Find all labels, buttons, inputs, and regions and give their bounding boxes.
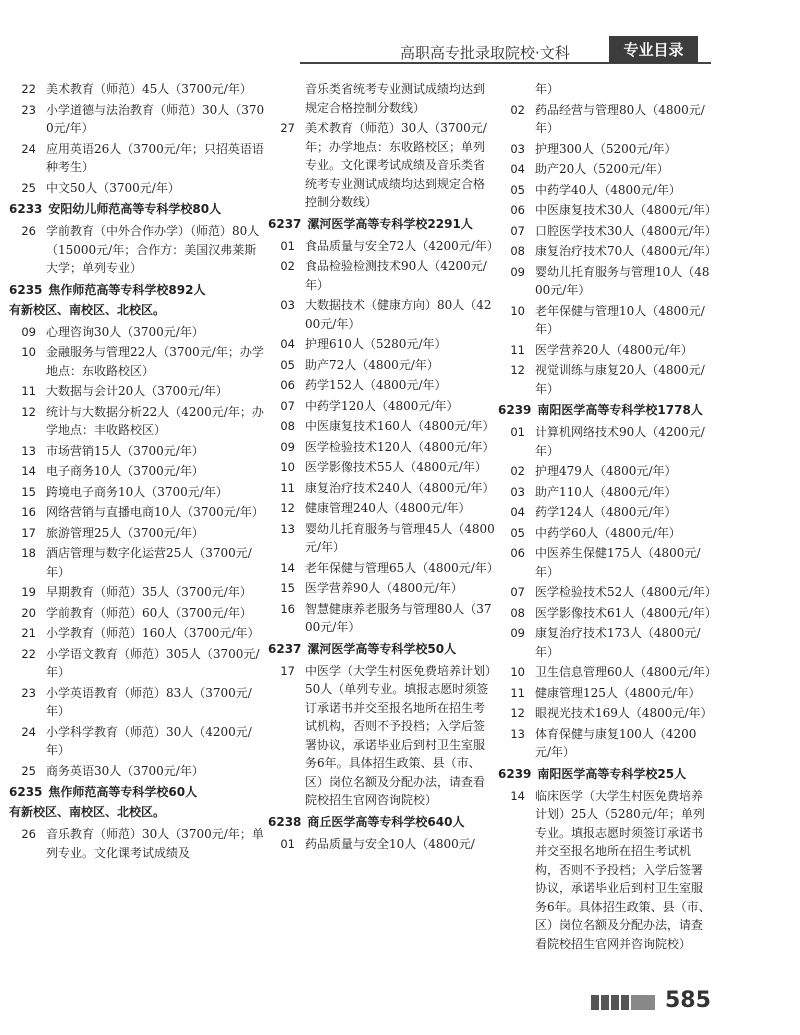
major-entry (268, 458, 496, 477)
school-code: 6239 (498, 766, 532, 781)
major-text: 音乐教育（师范）30人（3700元/年；单列专业。文化课考试成绩及 (46, 827, 264, 860)
major-number: 21 (21, 626, 36, 640)
major-text: 大数据与会计20人（3700元/年） (46, 384, 228, 398)
section-title: 高职高专批录取院校·文科 (400, 44, 570, 62)
school-code: 6233 (9, 202, 43, 216)
major-entry (498, 201, 717, 220)
major-number: 27 (280, 121, 295, 135)
major-entry (498, 583, 717, 602)
major-number: 12 (510, 363, 525, 377)
major-number: 13 (280, 521, 295, 536)
major-text: 医学影像技术55人（4800元/年） (305, 460, 487, 474)
major-text: 老年保健与管理10人（4800元/年） (535, 303, 705, 336)
major-text: 年） (535, 82, 560, 96)
major-text: 医学影像技术61人（4800元/年） (535, 605, 717, 620)
major-entry (268, 257, 496, 294)
major-number: 12 (280, 501, 295, 515)
major-number: 01 (280, 238, 295, 253)
major-text: 计算机网络技术90人（4200元/年） (535, 425, 705, 458)
column-middle (268, 80, 499, 855)
major-entry (9, 483, 265, 502)
major-entry (268, 479, 496, 498)
school-name: 南阳医学高等专科学校1778人 (537, 403, 703, 417)
major-number: 13 (21, 443, 36, 458)
major-text: 卫生信息管理60人（4800元/年） (535, 665, 717, 679)
major-entry (268, 559, 499, 578)
major-text: 康复治疗技术240人（4800元/年） (305, 480, 495, 495)
school-heading (268, 214, 496, 234)
major-text: 医学检验技术120人（4800元/年） (305, 439, 495, 454)
footer-bar (611, 995, 619, 1010)
major-text: 婴幼儿托育服务与管理45人（4800元/年） (305, 521, 495, 554)
major-entry (498, 361, 712, 398)
major-entry (268, 80, 496, 117)
major-text: 小学道德与法治教育（师范）30人（3700元/年） (46, 102, 265, 135)
major-entry (268, 600, 496, 637)
major-text: 商务英语30人（3700元/年） (46, 763, 204, 778)
major-entry (498, 704, 712, 723)
major-text: 大数据技术（健康方向）80人（4200元/年） (305, 298, 492, 331)
school-heading (9, 280, 265, 300)
major-number: 07 (510, 223, 525, 238)
major-entry (268, 438, 496, 457)
major-entry (498, 140, 712, 159)
major-text: 中文50人（3700元/年） (46, 180, 180, 195)
school-heading (498, 400, 712, 420)
major-entry (498, 181, 712, 200)
major-entry (9, 222, 265, 278)
major-text: 药品质量与安全10人（4800元/ (305, 836, 475, 851)
major-number: 14 (510, 788, 525, 803)
major-number: 01 (510, 425, 525, 439)
major-number: 03 (510, 141, 525, 156)
major-text: 康复治疗技术173人（4800元/年） (535, 626, 701, 659)
major-number: 08 (510, 605, 525, 620)
major-entry (498, 423, 712, 460)
major-number: 07 (510, 585, 525, 599)
major-entry (498, 302, 712, 339)
major-number: 04 (280, 337, 295, 351)
school-name: 漯河医学高等专科学校2291人 (307, 216, 473, 231)
major-number: 09 (510, 264, 525, 279)
school-heading (9, 782, 265, 802)
major-number: 11 (510, 685, 525, 700)
major-entry (9, 604, 265, 623)
major-number: 05 (510, 525, 525, 540)
major-text: 早期教育（师范）35人（3700元/年） (46, 585, 252, 599)
major-number: 23 (21, 685, 36, 700)
major-text: 药学124人（4800元/年） (535, 505, 677, 519)
major-number: 20 (21, 605, 36, 620)
major-number: 19 (21, 585, 36, 599)
major-entry (268, 417, 496, 436)
major-text: 助产20人（5200元/年） (535, 162, 669, 176)
major-text: 小学语文教育（师范）305人（3700元/年） (46, 646, 260, 679)
major-entry (498, 242, 717, 261)
school-note: 有新校区、南校区、北校区。 (9, 302, 166, 317)
major-text: 医学营养20人（4800元/年） (535, 342, 693, 357)
school-code: 6237 (268, 216, 302, 231)
major-entry (498, 160, 712, 179)
footer-bars-decoration (591, 995, 655, 1010)
major-text: 食品质量与安全72人（4200元/年） (305, 238, 499, 253)
major-entry (498, 524, 712, 543)
major-text: 助产72人（4800元/年） (305, 357, 439, 372)
major-number: 12 (21, 404, 36, 419)
major-text: 医学检验技术52人（4800元/年） (535, 585, 717, 599)
major-text: 中医学（大学生村医免费培养计划）50人（单列专业。填报志愿时须签订承诺书并交至报名地所在招生考试机构，否则不予投档；入学后签署协议，承诺毕业后到村卫生室服务6年。具体招生政策、县（市、区）岗位名额及分配办法，请查看院校招生官网咨询院校） (305, 663, 492, 807)
major-text: 心理咨询30人（3700元/年） (46, 324, 204, 339)
major-entry (9, 80, 265, 99)
school-heading (268, 812, 496, 832)
major-number: 14 (21, 464, 36, 478)
major-text: 音乐类省统考专业测试成绩均达到规定合格控制分数线） (305, 82, 486, 115)
footer-bar (591, 995, 599, 1010)
major-number: 22 (21, 646, 36, 661)
major-number: 06 (280, 378, 295, 392)
major-number: 10 (510, 303, 525, 318)
major-entry (268, 376, 496, 395)
school-heading (268, 639, 496, 659)
major-text: 跨境电子商务10人（3700元/年） (46, 484, 228, 499)
major-number: 22 (21, 82, 36, 96)
major-number: 12 (510, 706, 525, 720)
major-number: 16 (21, 505, 36, 519)
major-number: 07 (280, 398, 295, 413)
major-number: 17 (280, 663, 295, 678)
major-number: 11 (21, 384, 36, 398)
major-number: 06 (510, 203, 525, 217)
major-number: 11 (280, 480, 295, 495)
school-name: 南阳医学高等专科学校25人 (537, 766, 687, 781)
major-number: 03 (280, 298, 295, 312)
major-entry (498, 101, 712, 138)
major-number: 05 (510, 182, 525, 197)
major-entry (9, 762, 265, 781)
major-text: 中药学120人（4800元/年） (305, 398, 459, 413)
major-number: 18 (21, 546, 36, 560)
major-text: 视觉训练与康复20人（4800元/年） (535, 363, 705, 396)
major-text: 应用英语26人（3700元/年；只招英语语种考生） (46, 141, 264, 174)
school-heading (9, 199, 265, 219)
major-entry (268, 397, 496, 416)
major-text: 药品经营与管理80人（4800元/年） (535, 102, 705, 135)
major-entry (9, 403, 265, 440)
major-number: 01 (280, 836, 295, 851)
major-entry (268, 579, 496, 598)
major-text: 助产110人（4800元/年） (535, 484, 677, 499)
major-text: 市场营销15人（3700元/年） (46, 443, 204, 458)
major-text: 酒店管理与数字化运营25人（3700元/年） (46, 546, 252, 579)
major-text: 体育保健与康复100人（4200元/年） (535, 726, 697, 759)
major-text: 美术教育（师范）45人（3700元/年） (46, 82, 252, 96)
major-number: 10 (510, 665, 525, 679)
major-entry (498, 787, 712, 954)
major-entry (498, 725, 712, 762)
school-code: 6235 (9, 785, 43, 799)
major-text: 智慧健康养老服务与管理80人（3700元/年） (305, 601, 492, 634)
major-number: 08 (510, 244, 525, 258)
major-entry (268, 335, 496, 354)
major-text: 医学营养90人（4800元/年） (305, 581, 463, 595)
major-number: 26 (21, 827, 36, 841)
major-entry (268, 835, 496, 854)
major-text: 健康管理240人（4800元/年） (305, 501, 471, 515)
major-text: 中药学60人（4800元/年） (535, 525, 681, 540)
major-text: 食品检验检测技术90人（4200元/年） (305, 259, 487, 292)
major-entry (268, 499, 496, 518)
major-number: 23 (21, 102, 36, 117)
major-entry (498, 222, 717, 241)
major-text: 口腔医学技术30人（4800元/年） (535, 223, 717, 238)
major-entry (9, 179, 265, 198)
major-entry (9, 624, 265, 643)
school-name: 漯河医学高等专科学校50人 (307, 641, 457, 656)
major-number: 09 (280, 439, 295, 454)
major-entry (9, 323, 265, 342)
major-number (268, 80, 305, 117)
major-number: 10 (280, 460, 295, 474)
major-number: 15 (280, 581, 295, 595)
major-entry (268, 237, 499, 256)
major-text: 小学教育（师范）160人（3700元/年） (46, 626, 260, 640)
major-entry (9, 503, 265, 522)
school-name: 焦作师范高等专科学校892人 (48, 282, 206, 297)
major-number: 14 (280, 560, 295, 575)
school-code: 6238 (268, 814, 302, 829)
major-number (498, 80, 535, 99)
major-entry (9, 462, 265, 481)
major-text: 中药学40人（4800元/年） (535, 182, 681, 197)
major-text: 护理610人（5280元/年） (305, 337, 447, 351)
school-name: 商丘医学高等专科学校640人 (307, 814, 465, 829)
major-number: 26 (21, 224, 36, 238)
major-entry (268, 296, 496, 333)
major-number: 04 (510, 505, 525, 519)
major-entry (498, 483, 712, 502)
major-text: 金融服务与管理22人（3700元/年；办学地点：东收路校区） (46, 345, 264, 378)
major-number: 05 (280, 357, 295, 372)
major-text: 中医康复技术160人（4800元/年） (305, 419, 495, 433)
major-entry (9, 442, 265, 461)
major-text: 学前教育（中外合作办学）（师范）80人（15000元/年；合作方：美国汉弗莱斯大学；单列专业） (46, 224, 260, 275)
major-text: 中医养生保健175人（4800元/年） (535, 546, 701, 579)
major-entry (498, 684, 712, 703)
major-number: 02 (280, 259, 295, 273)
major-entry (498, 624, 712, 661)
major-entry (9, 723, 265, 760)
major-text: 小学科学教育（师范）30人（4200元/年） (46, 724, 252, 757)
school-code: 6235 (9, 282, 43, 297)
school-code: 6239 (498, 403, 532, 417)
school-name: 焦作师范高等专科学校60人 (48, 785, 198, 799)
major-text: 临床医学（大学生村医免费培养计划）25人（5280元/年；单列专业。填报志愿时须签订承诺书并交至报名地所在招生考试机构，否则不予投档；入学后签署协议，承诺毕业后到村卫生室服务6年。具体招生政策、县（市、区）岗位名额及分配办法，请查看院校招生官网并咨询院校） (535, 788, 711, 951)
major-number: 06 (510, 546, 525, 560)
major-entry (498, 663, 717, 682)
catalog-badge: 专业目录 (609, 36, 698, 63)
major-entry (498, 80, 712, 99)
major-entry (498, 263, 712, 300)
major-text: 学前教育（师范）60人（3700元/年） (46, 605, 252, 620)
major-entry (9, 583, 265, 602)
school-name: 安阳幼儿师范高等专科学校80人 (48, 202, 222, 216)
major-number: 10 (21, 345, 36, 359)
school-note: 有新校区、南校区、北校区。 (9, 805, 166, 819)
major-text: 健康管理125人（4800元/年） (535, 685, 701, 700)
major-number: 17 (21, 525, 36, 540)
major-number: 02 (510, 102, 525, 117)
major-number: 24 (21, 141, 36, 156)
major-entry (268, 662, 496, 810)
major-number: 04 (510, 162, 525, 176)
major-number: 11 (510, 342, 525, 357)
major-text: 婴幼儿托育服务与管理10人（4800元/年） (535, 264, 710, 297)
major-entry (9, 825, 265, 862)
major-text: 眼视光技术169人（4800元/年） (535, 706, 713, 720)
page-number: 585 (665, 988, 711, 1013)
major-number: 13 (510, 726, 525, 741)
major-entry (9, 524, 265, 543)
footer-bar (621, 995, 629, 1010)
major-entry (498, 462, 712, 481)
major-entry (268, 119, 496, 212)
major-entry (9, 101, 265, 138)
major-text: 护理479人（4800元/年） (535, 464, 677, 478)
major-text: 网络营销与直播电商10人（3700元/年） (46, 505, 264, 519)
major-text: 中医康复技术30人（4800元/年） (535, 203, 717, 217)
school-code: 6237 (268, 641, 302, 656)
major-entry (498, 604, 717, 623)
column-right (498, 80, 717, 955)
major-entry (498, 503, 712, 522)
major-entry (9, 382, 265, 401)
major-entry (9, 140, 265, 177)
major-entry (268, 356, 496, 375)
major-text: 统计与大数据分析22人（4200元/年；办学地点：丰收路校区） (46, 404, 264, 437)
major-text: 小学英语教育（师范）83人（3700元/年） (46, 685, 252, 718)
major-entry (9, 684, 265, 721)
footer-bar (601, 995, 609, 1010)
major-number: 09 (510, 626, 525, 640)
major-number: 08 (280, 419, 295, 433)
major-entry (9, 343, 265, 380)
major-number: 25 (21, 180, 36, 195)
major-text: 护理300人（5200元/年） (535, 141, 677, 156)
school-heading (498, 764, 712, 784)
major-number: 15 (21, 484, 36, 499)
major-entry (9, 544, 265, 581)
major-number: 16 (280, 601, 295, 616)
footer-bar (631, 995, 655, 1010)
major-number: 24 (21, 724, 36, 739)
major-text: 康复治疗技术70人（4800元/年） (535, 244, 717, 258)
major-number: 25 (21, 763, 36, 778)
major-text: 美术教育（师范）30人（3700元/年；办学地点：东收路校区；单列专业。文化课考试成绩及音乐类省统考专业测试成绩均达到规定合格控制分数线） (305, 121, 487, 209)
major-number: 09 (21, 324, 36, 339)
major-entry (498, 341, 712, 360)
major-entry (268, 520, 496, 557)
major-text: 药学152人（4800元/年） (305, 378, 447, 392)
major-number: 02 (510, 464, 525, 478)
major-text: 老年保健与管理65人（4800元/年） (305, 560, 499, 575)
major-text: 电子商务10人（3700元/年） (46, 464, 204, 478)
major-number: 03 (510, 484, 525, 499)
major-entry (9, 645, 265, 682)
column-left (9, 80, 265, 864)
major-entry (498, 544, 712, 581)
major-text: 旅游管理25人（3700元/年） (46, 525, 204, 540)
